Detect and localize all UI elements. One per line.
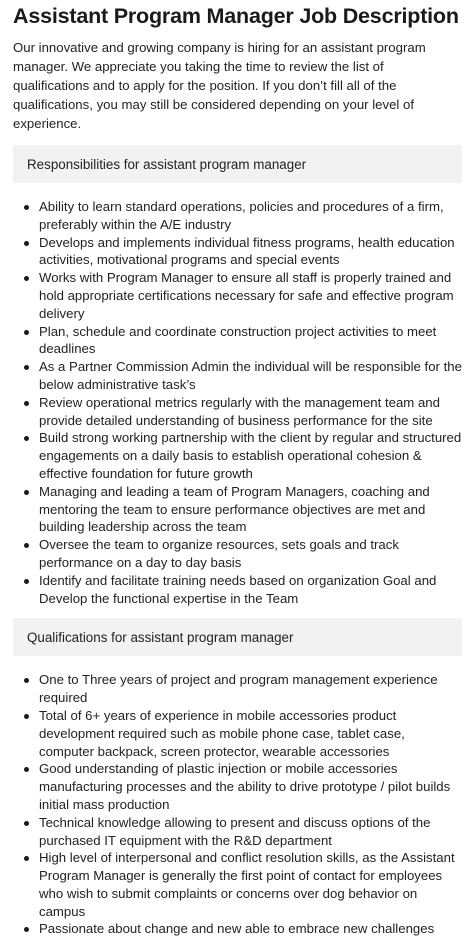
list-item-text: Good understanding of plastic injection or mobile accessories manufacturing processes and the ability to drive prototype / pilot builds initial mass production	[39, 761, 451, 812]
qualifications-list	[13, 671, 462, 938]
list-item	[21, 760, 462, 813]
responsibilities-list	[13, 198, 462, 607]
list-item-text: One to Three years of project and program management experience required	[39, 672, 438, 706]
intro-paragraph: Our innovative and growing company is hiring for an assistant program manager. We appreciate you taking the time to review the list of qualifications and to apply for the position. If you don’t fill all of the qualifications, you may still be considered depending on your level of experience.	[13, 40, 426, 131]
bullet-icon	[24, 767, 29, 772]
bullet-icon	[24, 241, 29, 246]
list-item	[21, 572, 462, 608]
list-item-text: Technical knowledge allowing to present and discuss options of the purchased IT equipment with the R&D department	[39, 814, 431, 848]
list-item	[21, 269, 462, 322]
list-item	[21, 234, 462, 270]
list-item-text: Identify and facilitate training needs based on organization Goal and Develop the functional expertise in the Team	[39, 572, 437, 606]
list-item	[21, 707, 462, 760]
bullet-icon	[24, 205, 29, 210]
list-item	[21, 849, 462, 920]
list-item	[21, 429, 462, 482]
bullet-icon	[24, 276, 29, 281]
list-item	[21, 671, 462, 707]
list-item	[21, 536, 462, 572]
list-item-text: Review operational metrics regularly with the management team and provide detailed understanding of business performance for the site	[39, 394, 440, 428]
bullet-icon	[24, 927, 29, 932]
list-item-text: Ability to learn standard operations, policies and procedures of a firm, preferably within the A/E industry	[39, 199, 444, 232]
bullet-icon	[24, 436, 29, 441]
bullet-icon	[24, 543, 29, 548]
qualifications-heading: Qualifications for assistant program manager	[27, 629, 294, 645]
bullet-icon	[24, 330, 29, 335]
bullet-icon	[24, 678, 29, 683]
list-item-text: Total of 6+ years of experience in mobile accessories product development required such as mobile phone case, tablet case, computer backpack, screen protector, wearable accessories	[39, 707, 405, 759]
list-item	[21, 920, 462, 938]
list-item-text: As a Partner Commission Admin the individual will be responsible for the below administrative task’s	[39, 359, 462, 392]
bullet-icon	[24, 821, 29, 826]
list-item-text: Develops and implements individual fitness programs, health education activities, motivational programs and special events	[39, 234, 455, 268]
qualifications-header	[13, 618, 462, 656]
bullet-icon	[24, 490, 29, 495]
bullet-icon	[24, 579, 29, 584]
list-item	[21, 814, 462, 850]
list-item	[21, 358, 462, 394]
list-item	[21, 483, 462, 536]
list-item-text: Plan, schedule and coordinate construction project activities to meet deadlines	[39, 323, 437, 357]
bullet-icon	[24, 856, 29, 861]
list-item	[21, 394, 462, 430]
page-title: Assistant Program Manager Job Description	[13, 4, 459, 28]
list-item-text: Build strong working partnership with the client by regular and structured engagements on a daily basis to establish operational cohesion & effective foundation for future growth	[39, 430, 462, 481]
list-item-text: Passionate about change and new able to embrace new challenges	[39, 921, 435, 937]
list-item-text: Managing and leading a team of Program Managers, coaching and mentoring the team to ensure performance objectives are met and building leadership across the team	[39, 483, 430, 535]
bullet-icon	[24, 365, 29, 370]
responsibilities-heading: Responsibilities for assistant program manager	[27, 156, 307, 172]
list-item-text: High level of interpersonal and conflict resolution skills, as the Assistant Program Manager is generally the first point of contact for employees who wish to submit complaints or concerns over dog behavior on campus	[39, 850, 455, 919]
list-item	[21, 323, 462, 359]
list-item-text: Works with Program Manager to ensure all staff is properly trained and hold appropriate certifications necessary for safe and effective program delivery	[39, 270, 454, 321]
list-item-text: Oversee the team to organize resources, sets goals and track performance on a day to day basis	[39, 537, 399, 570]
list-item	[21, 198, 462, 234]
responsibilities-header	[13, 145, 462, 183]
bullet-icon	[24, 714, 29, 719]
bullet-icon	[24, 401, 29, 406]
